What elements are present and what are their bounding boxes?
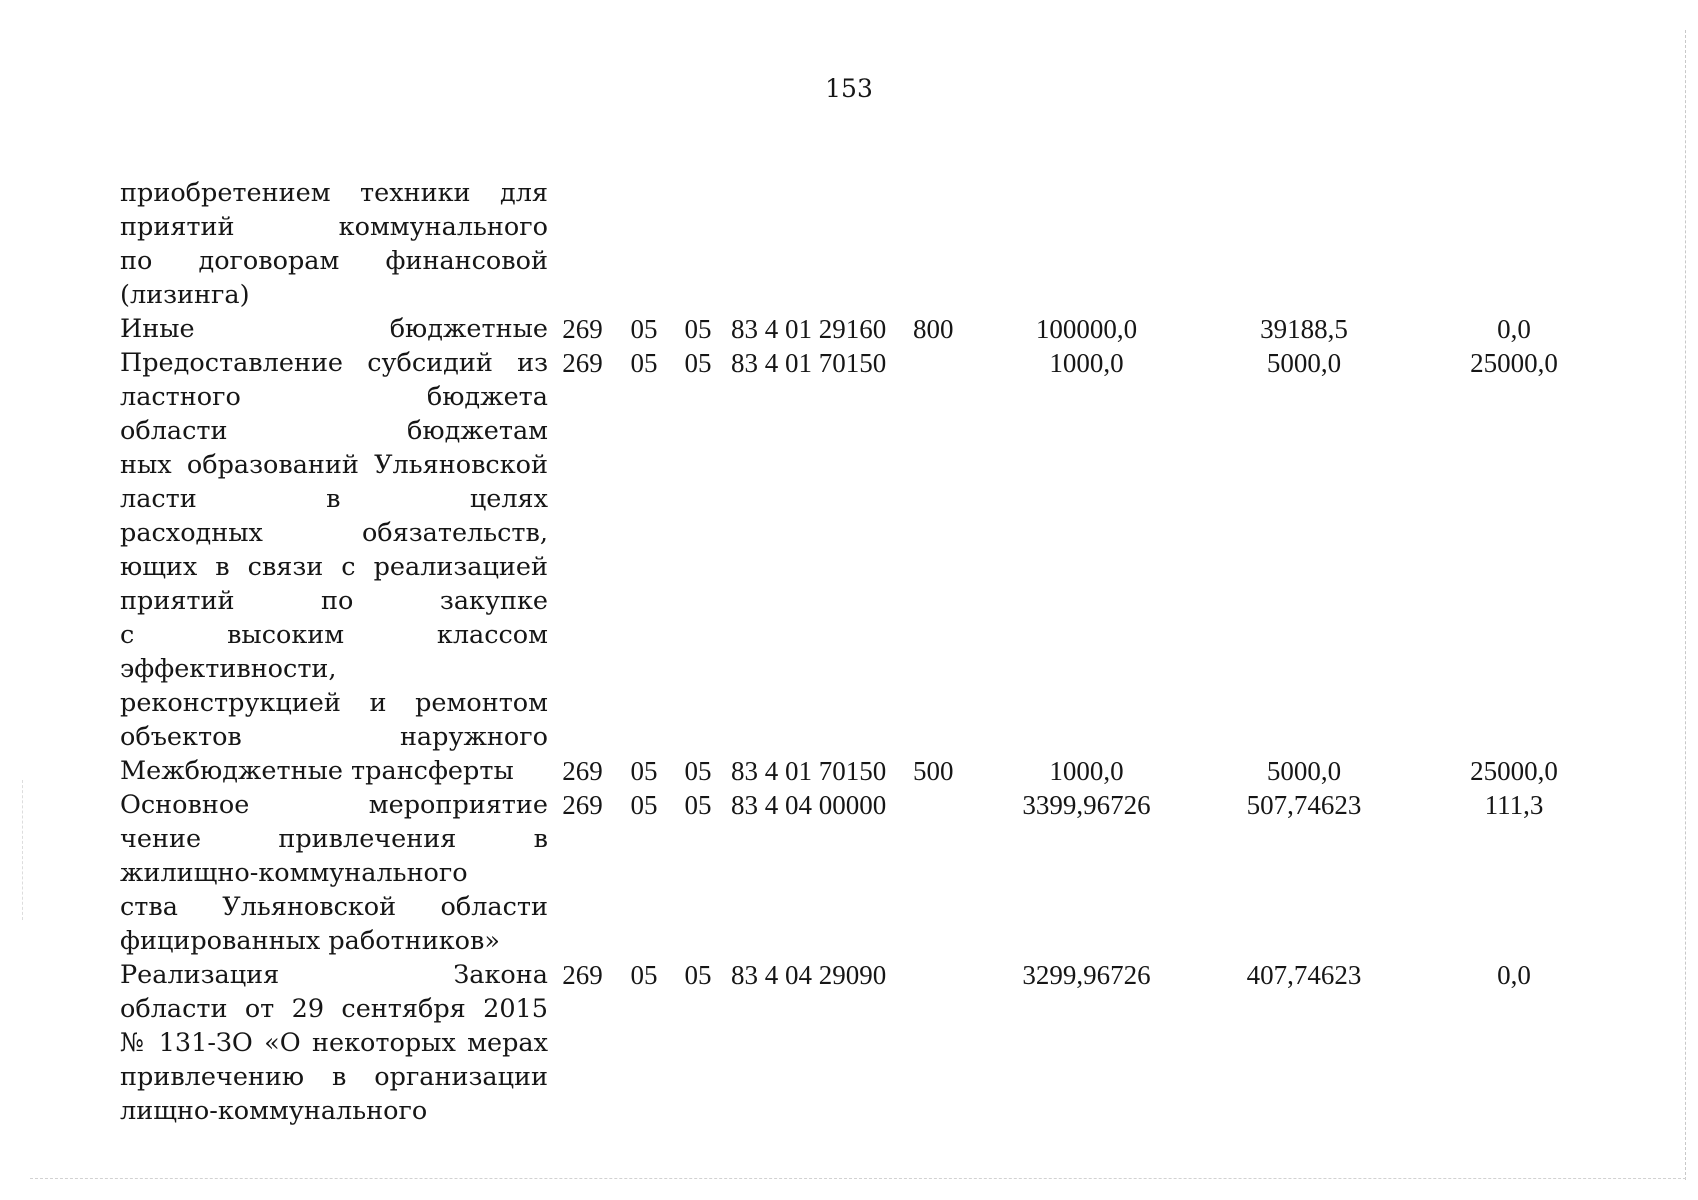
scan-edge-left	[22, 780, 23, 920]
cell-pr: 05	[684, 756, 712, 786]
description-line: приятий коммунального	[120, 212, 548, 242]
cell-csr: 83 4 01 70150	[731, 348, 887, 378]
cell-grbs: 269	[562, 348, 603, 378]
cell-y3: 0,0	[1497, 960, 1531, 990]
table-body	[120, 176, 1624, 1128]
cell-y3: 25000,0	[1470, 348, 1558, 378]
cell-y2: 407,74623	[1246, 960, 1362, 990]
row-description	[120, 754, 548, 788]
description-line: приятий по закупке	[120, 586, 548, 616]
description-line: ства Ульяновской области	[120, 892, 548, 922]
row-description	[120, 958, 548, 1128]
row-description	[120, 788, 548, 958]
description-line: ных образований Ульяновской	[120, 450, 548, 480]
cell-rz	[617, 176, 671, 312]
table-row	[120, 346, 1624, 754]
cell-y1: 3299,96726	[1022, 960, 1151, 990]
cell-vr	[913, 958, 969, 1128]
description-line: по договорам финансовой	[120, 246, 548, 276]
description-line: Иные бюджетные	[120, 314, 548, 344]
cell-grbs	[548, 176, 617, 312]
description-line: Межбюджетные трансферты	[120, 756, 514, 786]
table-row	[120, 754, 1624, 788]
cell-csr: 83 4 01 70150	[731, 756, 887, 786]
table-row	[120, 176, 1624, 312]
cell-vr	[913, 346, 969, 754]
table-row	[120, 958, 1624, 1128]
description-line: Основное мероприятие	[120, 790, 548, 820]
description-line: Реализация Закона	[120, 960, 548, 990]
cell-y2: 5000,0	[1266, 756, 1342, 786]
description-line: области от 29 сентября 2015	[120, 994, 548, 1024]
cell-csr: 83 4 04 29090	[731, 960, 887, 990]
cell-pr: 05	[684, 314, 712, 344]
description-line: лищно-коммунального	[120, 1096, 428, 1126]
cell-y3: 25000,0	[1470, 756, 1558, 786]
cell-y2: 5000,0	[1266, 348, 1342, 378]
cell-y2: 39188,5	[1260, 314, 1348, 344]
description-line: фицированных работников»	[120, 926, 500, 956]
description-line: ластного бюджета	[120, 382, 548, 412]
row-description	[120, 312, 548, 346]
cell-y1	[969, 176, 1204, 312]
cell-pr: 05	[684, 348, 712, 378]
cell-csr	[725, 176, 913, 312]
cell-rz: 05	[630, 756, 658, 786]
description-line: с высоким классом	[120, 620, 548, 650]
cell-vr	[913, 788, 969, 958]
scan-edge-bottom	[30, 1178, 1686, 1179]
cell-y3	[1404, 176, 1624, 312]
table-row	[120, 788, 1624, 958]
cell-grbs: 269	[562, 790, 603, 820]
cell-y3: 111,3	[1484, 790, 1544, 820]
cell-grbs: 269	[562, 314, 603, 344]
cell-pr	[671, 176, 725, 312]
cell-pr: 05	[684, 790, 712, 820]
row-description	[120, 346, 548, 754]
table-row	[120, 312, 1624, 346]
description-line: № 131-ЗО «О некоторых мерах	[120, 1028, 548, 1058]
description-line: приобретением техники для	[120, 178, 548, 208]
cell-rz: 05	[630, 790, 658, 820]
cell-grbs: 269	[562, 756, 603, 786]
scan-edge-right	[1685, 30, 1686, 1180]
description-line: ласти в целях	[120, 484, 548, 514]
cell-vr: 500	[913, 756, 954, 786]
cell-rz: 05	[630, 348, 658, 378]
budget-table	[120, 176, 1624, 1128]
cell-y2	[1204, 176, 1404, 312]
description-line: Предоставление субсидий из	[120, 348, 548, 378]
cell-vr	[913, 176, 969, 312]
description-line: (лизинга)	[120, 280, 250, 310]
cell-y3: 0,0	[1497, 314, 1531, 344]
cell-y1: 100000,0	[1035, 314, 1138, 344]
description-line: расходных обязательств,	[120, 518, 548, 548]
row-description	[120, 176, 548, 312]
description-line: привлечению в организации	[120, 1062, 548, 1092]
page-number: 153	[825, 74, 873, 103]
description-line: чение привлечения в	[120, 824, 548, 854]
cell-pr: 05	[684, 960, 712, 990]
cell-y1: 1000,0	[1049, 348, 1124, 378]
cell-vr: 800	[913, 314, 954, 344]
cell-y1: 3399,96726	[1022, 790, 1151, 820]
cell-y2: 507,74623	[1246, 790, 1362, 820]
description-line: объектов наружного	[120, 722, 548, 752]
description-line: жилищно-коммунального	[120, 858, 468, 888]
description-line: реконструкцией и ремонтом	[120, 688, 548, 718]
description-line: эффективности,	[120, 654, 337, 684]
description-line: ющих в связи с реализацией	[120, 552, 548, 582]
cell-csr: 83 4 01 29160	[731, 314, 887, 344]
cell-rz: 05	[630, 960, 658, 990]
cell-rz: 05	[630, 314, 658, 344]
cell-y1: 1000,0	[1049, 756, 1124, 786]
description-line: области бюджетам	[120, 416, 548, 446]
cell-csr: 83 4 04 00000	[731, 790, 887, 820]
cell-grbs: 269	[562, 960, 603, 990]
